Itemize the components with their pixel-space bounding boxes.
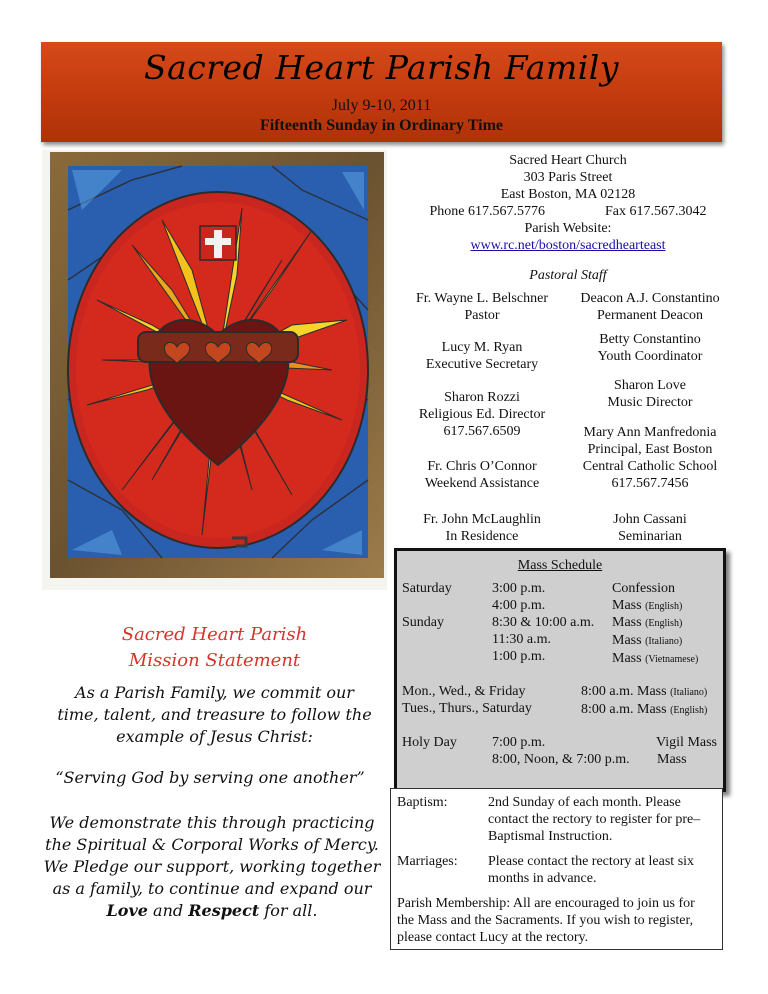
staff-member: Mary Ann Manfredonia Principal, East Boston Central Catholic School 617.567.7456: [582, 425, 718, 491]
baptism-text: 2nd Sunday of each month. Please contact the rectory to register for pre– Baptismal Instruction.: [488, 795, 701, 844]
marriages-text: Please contact the rectory at least six months in advance.: [488, 854, 695, 886]
mass-schedule-box: [394, 548, 726, 792]
sunday-label: Sunday: [402, 615, 444, 630]
mission-body-continued: We demonstrate this through practicing the Spiritual & Corporal Works of Mercy. We Pledge our support, working together as a family, to continue and expand our Love and Respect for all.: [32, 812, 392, 922]
weekday-times: 8:00 a.m. Mass (Italiano) 8:00 a.m. Mass (English): [581, 684, 708, 717]
love-word: Love: [106, 901, 148, 920]
staff-member: Sharon Love Music Director: [607, 378, 693, 410]
baptism-label: Baptism:: [397, 795, 448, 810]
website-link[interactable]: www.rc.net/boston/sacredhearteast: [470, 238, 666, 253]
website-label: Parish Website:: [524, 221, 612, 236]
stained-glass-window-image: [42, 150, 387, 590]
pastoral-staff-heading: Pastoral Staff: [529, 268, 607, 283]
mission-body: As a Parish Family, we commit our time, talent, and treasure to follow the example of Jesus Christ:: [57, 683, 372, 746]
bulletin-date: July 9-10, 2011: [331, 97, 432, 114]
staff-member: Sharon Rozzi Religious Ed. Director 617.567.6509: [418, 390, 546, 439]
church-city: East Boston, MA 02128: [500, 187, 636, 202]
mass-schedule-title: Mass Schedule: [517, 558, 603, 573]
membership-text: Parish Membership: All are encouraged to join us for the Mass and the Sacraments. If you wish to register, please contact Lucy at the rectory.: [397, 896, 695, 945]
staff-member: Fr. Chris O’Connor Weekend Assistance: [424, 459, 540, 491]
header-banner: [41, 42, 722, 142]
saturday-label: Saturday: [402, 581, 452, 596]
holy-day-label: Holy Day: [402, 735, 457, 750]
respect-word: Respect: [188, 901, 260, 920]
church-name: Sacred Heart Church: [509, 153, 627, 168]
church-street: 303 Paris Street: [523, 170, 613, 185]
mission-title: Sacred Heart Parish Mission Statement: [121, 624, 308, 671]
mission-last-line: Love and Respect for all.: [106, 901, 318, 920]
staff-member: Betty Constantino Youth Coordinator: [597, 332, 703, 364]
church-fax: Fax 617.567.3042: [605, 204, 707, 219]
holy-day-times: 7:00 p.m. 8:00, Noon, & 7:00 p.m.: [492, 735, 630, 767]
saturday-times: 3:00 p.m. 4:00 p.m.: [492, 581, 546, 613]
marriages-label: Marriages:: [397, 854, 458, 869]
saturday-types: Confession Mass (English): [612, 581, 683, 613]
parish-title: Sacred Heart Parish Family: [144, 48, 619, 87]
staff-member: Deacon A.J. Constantino Permanent Deacon: [580, 291, 720, 323]
contact-block: [398, 152, 738, 254]
sunday-types: Mass (English) Mass (Italiano) Mass (Vietnamese): [612, 615, 699, 666]
sacraments-info-box: [390, 788, 723, 950]
sunday-times: 8:30 & 10:00 a.m. 11:30 a.m. 1:00 p.m.: [492, 615, 595, 664]
staff-member: Fr. Wayne L. Belschner Pastor: [416, 291, 548, 323]
staff-member: Lucy M. Ryan Executive Secretary: [425, 340, 539, 372]
holy-day-types: Vigil Mass Mass: [656, 735, 717, 767]
staff-member: John Cassani Seminarian: [613, 512, 687, 544]
weekday-labels: Mon., Wed., & Friday Tues., Thurs., Saturday: [402, 684, 532, 716]
church-phone: Phone 617.567.5776: [429, 204, 545, 219]
staff-member: Fr. John McLaughlin In Residence: [423, 512, 541, 544]
mission-quote: “Serving God by serving one another”: [55, 768, 365, 787]
phone-fax-row: [398, 203, 738, 220]
liturgical-day: Fifteenth Sunday in Ordinary Time: [260, 117, 503, 134]
